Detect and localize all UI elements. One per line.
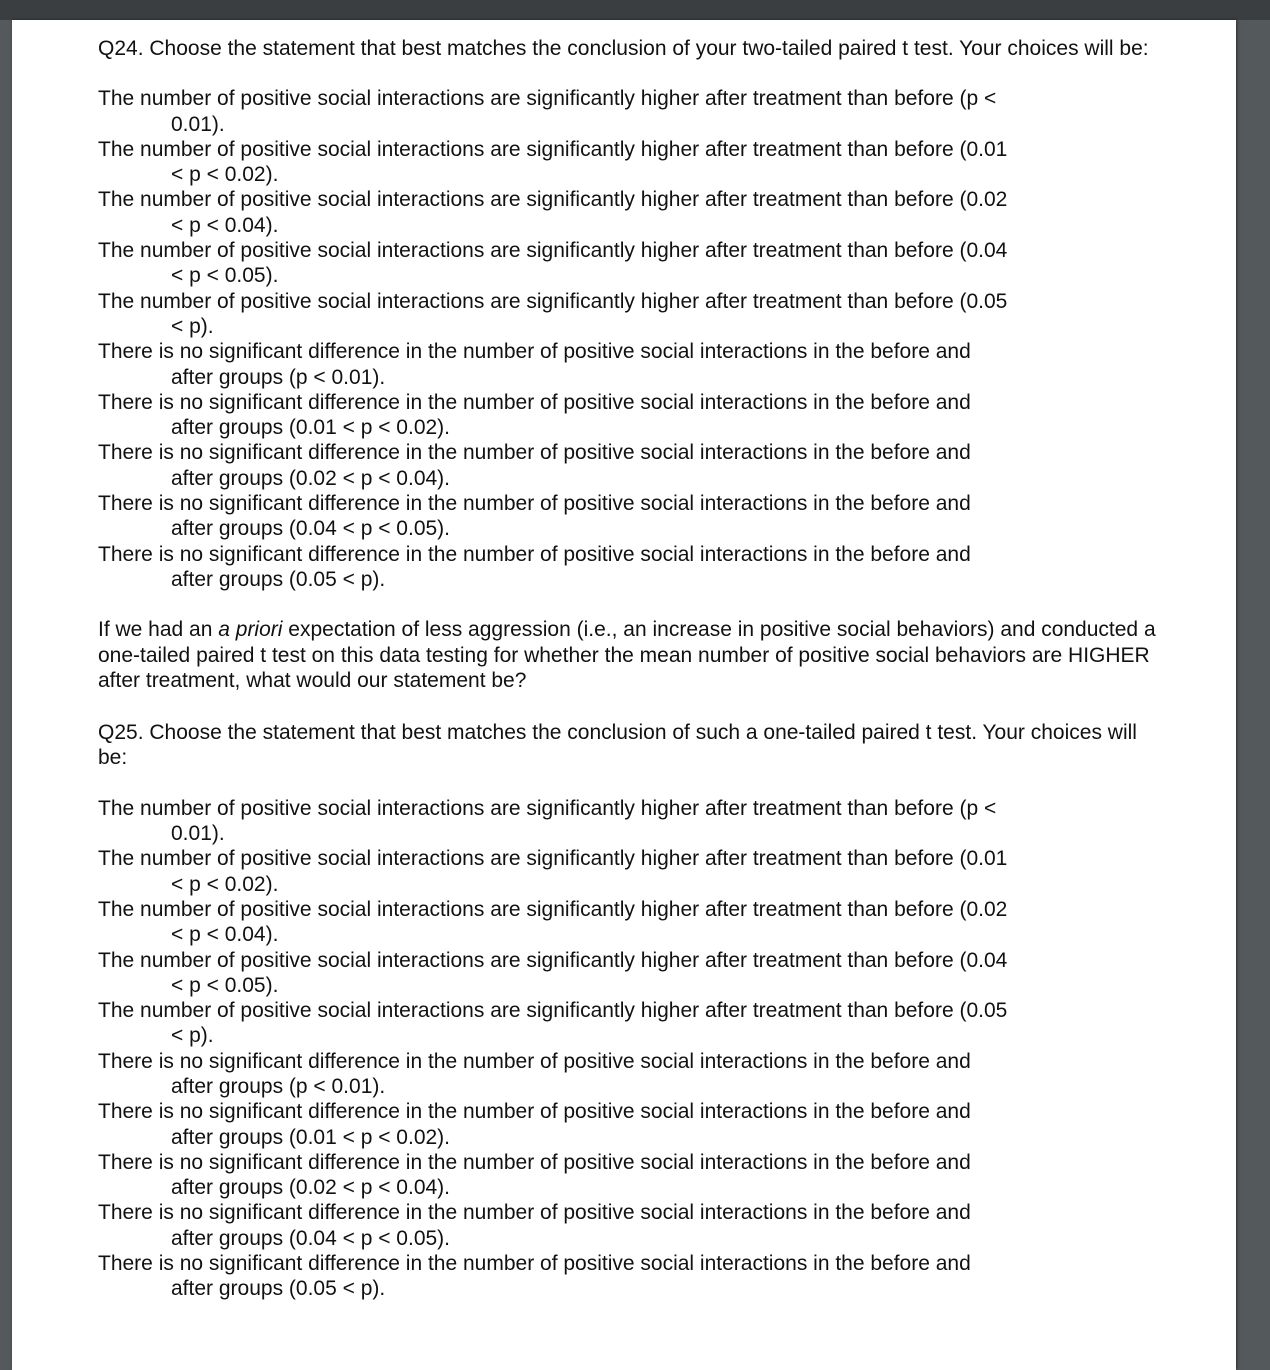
document-content	[98, 36, 1158, 1302]
question-25-option: There is no significant difference in the number of positive social interactions in the before and after groups (0.02 < p < 0.04).	[98, 1150, 971, 1200]
question-25-option: There is no significant difference in the number of positive social interactions in the before and after groups (0.01 < p < 0.02).	[98, 1100, 971, 1149]
question-25-heading	[98, 720, 1158, 771]
interlude-paragraph	[98, 617, 1158, 693]
question-24-options	[98, 86, 1158, 592]
question-24-option: The number of positive social interactions are significantly higher after treatment than before (p < 0.01).	[98, 87, 997, 136]
question-25-option: There is no significant difference in the number of positive social interactions in the before and after groups (p < 0.01).	[98, 1049, 971, 1098]
question-25-option: There is no significant difference in the number of positive social interactions in the before and after groups (0.04 < p < 0.05).	[98, 1201, 971, 1250]
viewer-top-bar	[0, 0, 1270, 20]
question-24-heading	[98, 36, 1158, 61]
question-24-number: Q24	[98, 37, 138, 60]
interlude-text-after: expectation of less aggression (i.e., an increase in positive social behaviors) and conducted a one-tailed paired t test on this data testing for whether the mean number of positive social behaviors are HIGHER after treatment, what would our statement be?	[98, 618, 1156, 692]
question-24-option: The number of positive social interactions are significantly higher after treatment than before (0.01 < p < 0.02).	[98, 137, 1008, 187]
question-24-option: The number of positive social interactions are significantly higher after treatment than before (0.02 < p < 0.04).	[98, 188, 1008, 237]
interlude-italic-term: a priori	[218, 618, 283, 642]
question-25-option: There is no significant difference in the number of positive social interactions in the before and after groups (0.05 < p).	[98, 1252, 971, 1301]
question-24-option: The number of positive social interactions are significantly higher after treatment than before (0.04 < p < 0.05).	[98, 239, 1008, 288]
question-25-option: The number of positive social interactions are significantly higher after treatment than before (p < 0.01).	[98, 796, 997, 846]
document-page	[12, 20, 1236, 1370]
question-24-option: There is no significant difference in the number of positive social interactions in the before and after groups (0.01 < p < 0.02).	[98, 390, 971, 440]
question-25-prompt: . Choose the statement that best matches the conclusion of such a one-tailed paired t test. Your choices will be:	[98, 721, 1137, 770]
interlude-text-before: If we had an	[98, 618, 219, 642]
question-25-option: The number of positive social interactions are significantly higher after treatment than before (0.05 < p).	[98, 999, 1008, 1048]
spacer	[98, 592, 1158, 617]
question-24-option: There is no significant difference in the number of positive social interactions in the before and after groups (0.02 < p < 0.04).	[98, 441, 971, 490]
question-24-prompt: . Choose the statement that best matches the conclusion of your two-tailed paired t test. Your choices will be:	[137, 37, 1149, 60]
spacer	[98, 693, 1158, 720]
question-24-option: There is no significant difference in the number of positive social interactions in the before and after groups (0.04 < p < 0.05).	[98, 492, 971, 541]
question-25-option: The number of positive social interactions are significantly higher after treatment than before (0.02 < p < 0.04).	[98, 897, 1008, 947]
question-25-number: Q25	[98, 721, 138, 745]
question-24-option: The number of positive social interactions are significantly higher after treatment than before (0.05 < p).	[98, 289, 1008, 338]
question-25-option: The number of positive social interactions are significantly higher after treatment than before (0.04 < p < 0.05).	[98, 948, 1008, 997]
question-24-option: There is no significant difference in the number of positive social interactions in the before and after groups (p < 0.01).	[98, 340, 971, 389]
question-24-option: There is no significant difference in the number of positive social interactions in the before and after groups (0.05 < p).	[98, 542, 971, 591]
question-25-options	[98, 796, 1158, 1302]
question-25-option: The number of positive social interactions are significantly higher after treatment than before (0.01 < p < 0.02).	[98, 847, 1008, 896]
